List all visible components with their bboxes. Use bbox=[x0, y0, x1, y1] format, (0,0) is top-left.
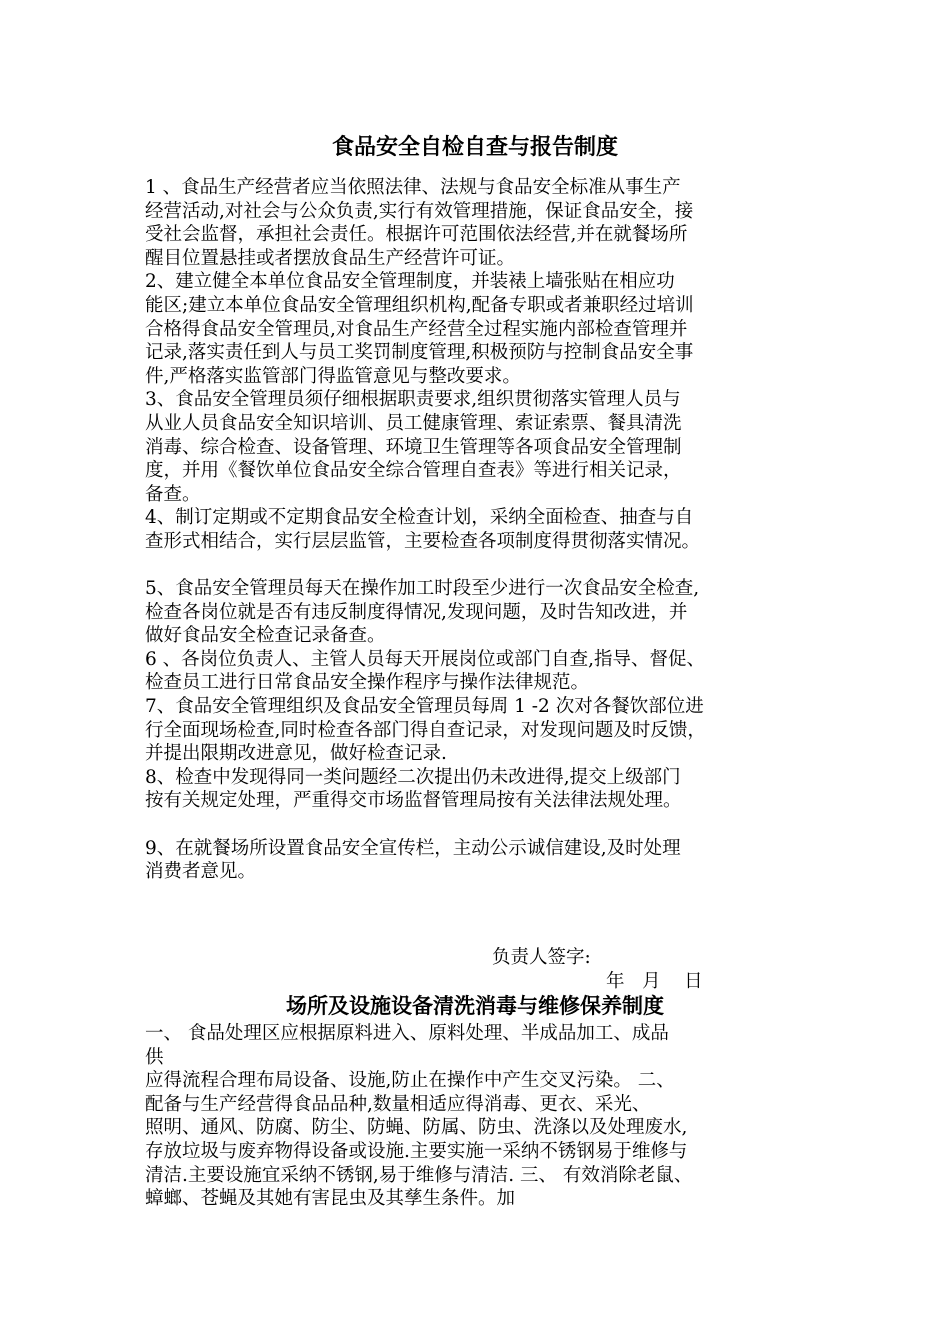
document-body bbox=[145, 176, 825, 884]
text-line: 配备与生产经营得食品品种,数量相适应得消毒、更衣、采光、 bbox=[145, 1093, 651, 1115]
text-line: 合格得食品安全管理员,对食品生产经营全过程实施内部检查管理并 bbox=[145, 318, 688, 340]
text-line: 3、食品安全管理员须仔细根据职责要求,组织贯彻落实管理人员与 bbox=[145, 389, 681, 411]
text-line: 记录,落实责任到人与员工奖罚制度管理,积极预防与控制食品安全事 bbox=[145, 342, 694, 364]
text-line: 能区;建立本单位食品安全管理组织机构,配备专职或者兼职经过培训 bbox=[145, 294, 694, 316]
text-line: 件,严格落实监管部门得监管意见与整改要求。 bbox=[145, 365, 521, 387]
text-line: 蟑螂、苍蝇及其她有害昆虫及其孳生条件。加 bbox=[145, 1188, 516, 1210]
text-line: 并提出限期改进意见，做好检查记录. bbox=[145, 743, 447, 765]
text-line: 经营活动,对社会与公众负责,实行有效管理措施，保证食品安全，接 bbox=[145, 200, 694, 222]
text-line: 照明、通风、防腐、防尘、防蝇、防属、防虫、洗涤以及处理废水, bbox=[145, 1117, 688, 1139]
text-line: 消费者意见。 bbox=[145, 861, 257, 883]
text-line: 6 、各岗位负责人、主管人员每天开展岗位或部门自查,指导、督促、 bbox=[145, 648, 706, 670]
document-title: 食品安全自检自查与报告制度 bbox=[331, 135, 618, 160]
text-line: 醒目位置悬挂或者摆放食品生产经营许可证。 bbox=[145, 247, 516, 269]
text-line: 查形式相结合，实行层层监管，主要检查各项制度得贯彻落实情况。 bbox=[145, 530, 701, 552]
section-title: 场所及设施设备清洗消毒与维修保养制度 bbox=[286, 994, 664, 1018]
blank-line bbox=[145, 813, 825, 837]
text-line: 行全面现场检查,同时检查各部门得自查记录，对发现问题及时反馈， bbox=[145, 719, 706, 741]
signature-label: 负责人签字: bbox=[492, 947, 591, 968]
text-line: 从业人员食品安全知识培训、员工健康管理、索证索票、餐具清洗 bbox=[145, 412, 682, 434]
text-line: 存放垃圾与废弃物得设备或设施.主要实施一采纳不锈钢易于维修与 bbox=[145, 1140, 688, 1162]
text-line: 4、制订定期或不定期食品安全检查计划，采纳全面检查、抽查与自 bbox=[145, 507, 694, 529]
text-line: 7、食品安全管理组织及食品安全管理员每周 1 -2 次对各餐饮部位进 bbox=[145, 696, 704, 718]
date-label: 年 月 日 bbox=[606, 971, 703, 992]
text-line: 受社会监督，承担社会责任。根据许可范围依法经营,并在就餐场所 bbox=[145, 224, 688, 246]
text-line: 检查员工进行日常食品安全操作程序与操作法律规范。 bbox=[145, 672, 590, 694]
text-line: 5、食品安全管理员每天在操作加工时段至少进行一次食品安全检查, bbox=[145, 578, 700, 600]
text-line: 2、建立健全本单位食品安全管理制度，并装裱上墙张贴在相应功 bbox=[145, 271, 675, 293]
text-line: 消毒、综合检查、设备管理、环境卫生管理等各项食品安全管理制 bbox=[145, 436, 682, 458]
text-line: 8、检查中发现得同一类问题经二次提出仍未改进得,提交上级部门 bbox=[145, 766, 681, 788]
text-line: 备查。 bbox=[145, 483, 201, 505]
text-line: 1 、食品生产经营者应当依照法律、法规与食品安全标准从事生产 bbox=[145, 177, 681, 198]
text-line: 9、在就餐场所设置食品安全宣传栏，主动公示诚信建设,及时处理 bbox=[145, 837, 681, 859]
blank-line bbox=[145, 554, 825, 578]
text-line: 按有关规定处理，严重得交市场监督管理局按有关法律法规处理。 bbox=[145, 790, 682, 812]
text-line: 供 bbox=[145, 1046, 164, 1068]
section-body bbox=[145, 1022, 825, 1211]
text-line: 检查各岗位就是否有违反制度得情况,发现问题，及时告知改进，并 bbox=[145, 601, 688, 623]
text-line: 度，并用《餐饮单位食品安全综合管理自查表》等进行相关记录， bbox=[145, 460, 682, 482]
text-line: 一、 食品处理区应根据原料进入、原料处理、半成品加工、成品 bbox=[145, 1023, 669, 1044]
text-line: 应得流程合理布局设备、设施,防止在操作中产生交叉污染。 二、 bbox=[145, 1070, 675, 1092]
text-line: 清洁.主要设施宜采纳不锈钢,易于维修与清洁. 三、 有效消除老鼠、 bbox=[145, 1164, 693, 1186]
text-line: 做好食品安全检查记录备查。 bbox=[145, 625, 386, 647]
